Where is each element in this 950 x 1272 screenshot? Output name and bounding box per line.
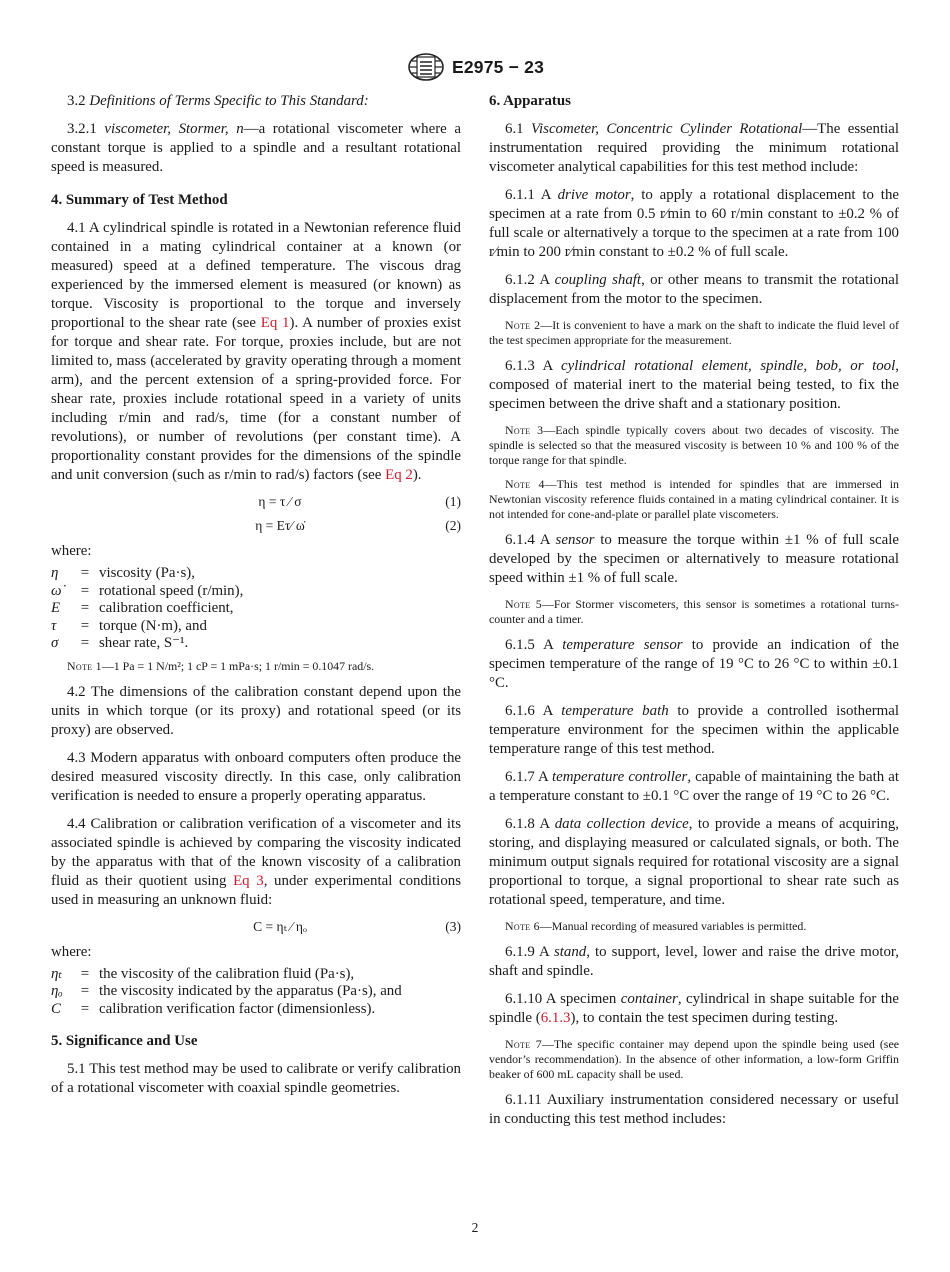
para-6-1-9: 6.1.9 A stand, to support, level, lower and raise the drive motor, shaft and spindle.: [489, 944, 900, 979]
section-6-heading: 6. Apparatus: [489, 93, 571, 109]
definition-row: ηₒ = the viscosity indicated by the apparatus (Pa·s), and: [51, 983, 402, 999]
note-1: Note 1—1 Pa = 1 N/m²; 1 cP = 1 mPa·s; 1 r/min = 0.1047 rad/s.: [67, 658, 375, 673]
section-5-heading: 5. Significance and Use: [51, 1033, 198, 1049]
page-header: [0, 52, 950, 82]
right-column: [489, 92, 899, 1138]
standard-designation: E2975 − 23: [451, 56, 544, 77]
astm-logo-icon: [406, 52, 446, 82]
section-4-heading: 4. Summary of Test Method: [51, 192, 228, 208]
section-6-1-3-link[interactable]: 6.1.3: [540, 1010, 571, 1026]
para-6-1-5: 6.1.5 A temperature sensor to provide an indication of the specimen temperature of the range of 19 °C to 26 °C to within ±0.1 °C.: [489, 637, 899, 691]
definition-row: τ = torque (N·m), and: [51, 617, 207, 634]
definition-row: η = viscosity (Pa·s),: [51, 565, 195, 581]
note-4: Note 4—This test method is intended for spindles that are immersed in Newtonian viscosity reference fluids contained in a mating cylindrical container. It is not intended for cone-and-plate or parallel plate viscometers.: [489, 477, 899, 521]
equation-1: η = τ ⁄ σ (1): [258, 494, 461, 509]
eq3-link[interactable]: Eq 3: [233, 872, 264, 889]
para-5-1: 5.1 This test method may be used to calibrate or verify calibration of a rotational viscometer with coaxial spindle geometries.: [51, 1061, 461, 1096]
note-6: Note 6—Manual recording of measured variables is permitted.: [505, 919, 807, 933]
para-6-1-4: 6.1.4 A sensor to measure the torque within ±1 % of full scale developed by the specimen or alternatively to measure rotational speed within ±1 % of full scale.: [489, 532, 899, 586]
equation-2: η = Eτ⁄ ω̇ (2): [255, 518, 461, 533]
note-7: Note 7—The specific container may depend upon the spindle being used (see vendor’s recommendation). In the absence of other information, a low-form Griffin beaker of 600 mL capacity shall be used.: [489, 1037, 899, 1081]
page-number: 2: [471, 1220, 479, 1235]
para-6-1-3: 6.1.3 A cylindrical rotational element, spindle, bob, or tool, composed of material inert to the material being tested, to fix the specimen between the drive shaft and a stationary position.: [489, 358, 899, 412]
definition-row: C = calibration verification factor (dimensionless).: [51, 1000, 376, 1017]
definition-row: ηₜ = the viscosity of the calibration fluid (Pa·s),: [51, 965, 355, 982]
para-6-1-11: 6.1.11 Auxiliary instrumentation considered necessary or useful in conducting this test method includes:: [489, 1092, 899, 1127]
para-6-1: 6.1 Viscometer, Concentric Cylinder Rotational—The essential instrumentation required providing the minimum rotational viscometer analytical capabilities for this test method include:: [489, 121, 899, 175]
definition-row: E = calibration coefficient,: [51, 600, 234, 616]
eq1-link[interactable]: Eq 1: [260, 315, 290, 331]
symbol-definitions-1: [51, 565, 243, 653]
definition-row: σ = shear rate, S⁻¹.: [51, 635, 189, 651]
definition-row: ω̇ = rotational speed (r/min),: [51, 582, 244, 599]
para-6-1-1: 6.1.1 A drive motor, to apply a rotational displacement to the specimen at a rate from 0.5 r⁄min to 60 r/min constant to ±0.2 % of full scale or alternatively a torque to the specimen at a rate from 100 r⁄min to 200 r⁄min constant to ±0.2 % of full scale.: [489, 187, 900, 260]
symbol-definitions-2: [51, 966, 402, 1019]
para-4-3: 4.3 Modern apparatus with onboard computers often produce the desired measured viscosity directly. In this case, only calibration verification is needed to ensure a properly operating apparatus.: [51, 749, 461, 804]
note-3: Note 3—Each spindle typically covers about two decades of viscosity. The spindle is selected so that the measured viscosity is between 10 % and 100 % of the torque range for that spindle.: [489, 423, 900, 467]
para-3-2: 3.2 Definitions of Terms Specific to This Standard:: [67, 93, 369, 109]
para-4-4: 4.4 Calibration or calibration verification of a viscometer and its associated spindle is achieved by comparing the viscosity indicated by the apparatus with that of the known viscosity of a calibration fluid as their quotient using Eq 3, under experimental conditions used in measuring an unknown fluid:: [51, 815, 462, 908]
note-5: Note 5—For Stormer viscometers, this sensor is sometimes a rotational turns-counter and a timer.: [489, 597, 899, 626]
para-6-1-8: 6.1.8 A data collection device, to provide a means of acquiring, storing, and displaying measured or calculated signals, or both. The minimum output signals required for rotational viscosity are a signal proportional to torque, a signal proportional to shear rate such as rotational speed, temperature, and time.: [489, 816, 900, 908]
eq2-link[interactable]: Eq 2: [385, 467, 413, 483]
equation-3: C = ηₜ ⁄ ηₒ (3): [253, 918, 461, 934]
para-6-1-10: 6.1.10 A specimen container, cylindrical in shape suitable for the spindle (6.1.3), to contain the test specimen during testing.: [489, 991, 899, 1026]
para-4-2: 4.2 The dimensions of the calibration constant depend upon the units in which torque (or its proxy) and rotational speed (or its proxy) are observed.: [51, 683, 461, 738]
para-6-1-6: 6.1.6 A temperature bath to provide a controlled isothermal temperature environment for the specimen within the applicable temperature range of this test method.: [489, 703, 899, 757]
para-3-2-1: 3.2.1 viscometer, Stormer, n—a rotational viscometer where a constant torque is applied to a spindle and a resultant rotational speed is measured.: [51, 121, 461, 175]
left-column: [51, 92, 461, 1107]
para-4-1: 4.1 A cylindrical spindle is rotated in a Newtonian reference fluid contained in a mating cylindrical container at a known (or measured) speed at a defined temperature. The viscous drag experienced by the immersed element is measured (or known) as torque. Viscosity is proportional to the torque and inversely proportional to the shear rate (see Eq 1). A number of proxies exist for torque and shear rate. For torque, proxies include, but are not limited to, mass (accelerated by gravity operating through a moment arm), and the percent extension of a spring-provided force. For shear rate, proxies include rotational speed in a variety of units including r/min and rad/s, time (for a constant number of revolutions), or number of revolutions (per constant time). A proportionality constant provides for the dimensions of the spindle and unit conversion (such as r/min to rad/s) factors (see Eq 2).: [51, 220, 461, 483]
note-2: Note 2—It is convenient to have a mark on the shaft to indicate the fluid level of the test specimen appropriate for the measurement.: [489, 318, 900, 347]
where-label-2: where:: [51, 943, 92, 960]
where-label-1: where:: [51, 543, 92, 559]
para-6-1-7: 6.1.7 A temperature controller, capable of maintaining the bath at a temperature constant to ±0.1 °C over the range of 19 °C to 26 °C.: [489, 769, 900, 804]
para-6-1-2: 6.1.2 A coupling shaft, or other means to transmit the rotational displacement from the motor to the specimen.: [489, 272, 899, 307]
